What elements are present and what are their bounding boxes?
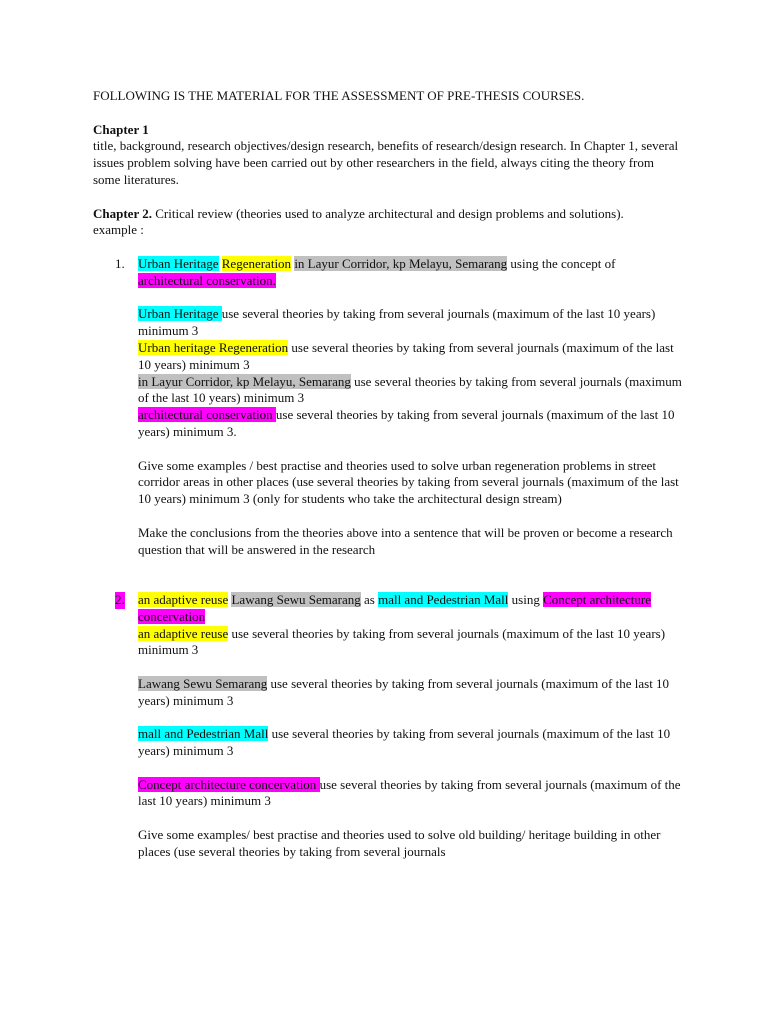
highlight-regeneration: Regeneration <box>221 255 292 271</box>
item-2-theory-2: Lawang Sewu Semarang use several theories by taking from several journals (maximum of the last 10 years) minimum 3 <box>138 675 670 708</box>
item-1-theory-2: Urban heritage Regeneration use several theories by taking from several journals (maximum of the last 10 years) minimum 3 <box>138 339 674 372</box>
highlight-lawang-sewu: Lawang Sewu Semarang <box>231 591 361 607</box>
item-1-examples: Give some examples / best practise and theories used to solve urban regeneration problems in street corridor areas in other places (use several theories by taking from several journals (maximum of the last 10 years) minimum 3 (only for students who take the architectural design stream) <box>138 457 679 507</box>
list-number-1: 1. <box>115 255 125 271</box>
chapter-1-title: Chapter 1 <box>93 121 149 137</box>
item-1-theory-4: architectural conservation use several theories by taking from several journals (maximum of the last 10 years) minimum 3. <box>138 407 675 439</box>
example-label: example : <box>93 222 144 238</box>
chapter-2-title: Chapter 2. <box>93 205 152 221</box>
item-2-theory-3: mall and Pedestrian Mall use several theories by taking from several journals (maximum of the last 10 years) minimum 3 <box>138 726 671 759</box>
list-number-2: 2. <box>115 591 125 607</box>
document-header: FOLLOWING IS THE MATERIAL FOR THE ASSESSMENT OF PRE-THESIS COURSES. <box>93 88 585 103</box>
item-2-examples: Give some examples/ best practise and theories used to solve old building/ heritage building in other places (use several theories by taking from several journals <box>138 827 661 859</box>
item-1-conclusion: Make the conclusions from the theories above into a sentence that will be proven or become a research question that will be answered in the research <box>138 524 673 557</box>
list-item-2 <box>93 592 683 861</box>
list-item-1 <box>93 256 683 558</box>
item-2-theory-1: an adaptive reuse use several theories by taking from several journals (maximum of the last 10 years) minimum 3 <box>138 625 666 658</box>
highlight-adaptive-reuse: an adaptive reuse <box>138 591 229 607</box>
highlight-pedestrian-mall: mall and Pedestrian Mall <box>378 591 509 607</box>
item-1-theory-1: Urban Heritage use several theories by taking from several journals (maximum of the last 10 years) minimum 3 <box>138 306 656 339</box>
item-1-title-line: Urban Heritage Regeneration in Layur Corridor, kp Melayu, Semarang using the concept of architectural conservation. <box>138 255 616 288</box>
item-1-theory-3: in Layur Corridor, kp Melayu, Semarang use several theories by taking from several journals (maximum of the last 10 years) minimum 3 <box>138 373 682 406</box>
chapter-2-text: Critical review (theories used to analyze architectural and design problems and solutions). <box>151 205 624 221</box>
highlight-urban-heritage: Urban Heritage <box>138 255 219 271</box>
item-2-theory-4: Concept architecture concervation use several theories by taking from several journals (maximum of the last 10 years) minimum 3 <box>138 776 681 809</box>
chapter-2-intro <box>93 206 683 223</box>
highlight-concept-concervation: Concept architecture concervation <box>138 591 652 624</box>
chapter-1-text: title, background, research objectives/design research, benefits of research/design research. In Chapter 1, several issues problem solving have been carried out by other researchers in the field, always citing the theory from some literatures. <box>93 138 679 187</box>
item-2-title-line: an adaptive reuse Lawang Sewu Semarang as mall and Pedestrian Mall using Concept architecture concervation <box>138 591 652 624</box>
highlight-architectural-conservation: architectural conservation. <box>138 272 276 288</box>
document-page <box>93 88 683 861</box>
highlight-layur-corridor: in Layur Corridor, kp Melayu, Semarang <box>294 255 508 271</box>
